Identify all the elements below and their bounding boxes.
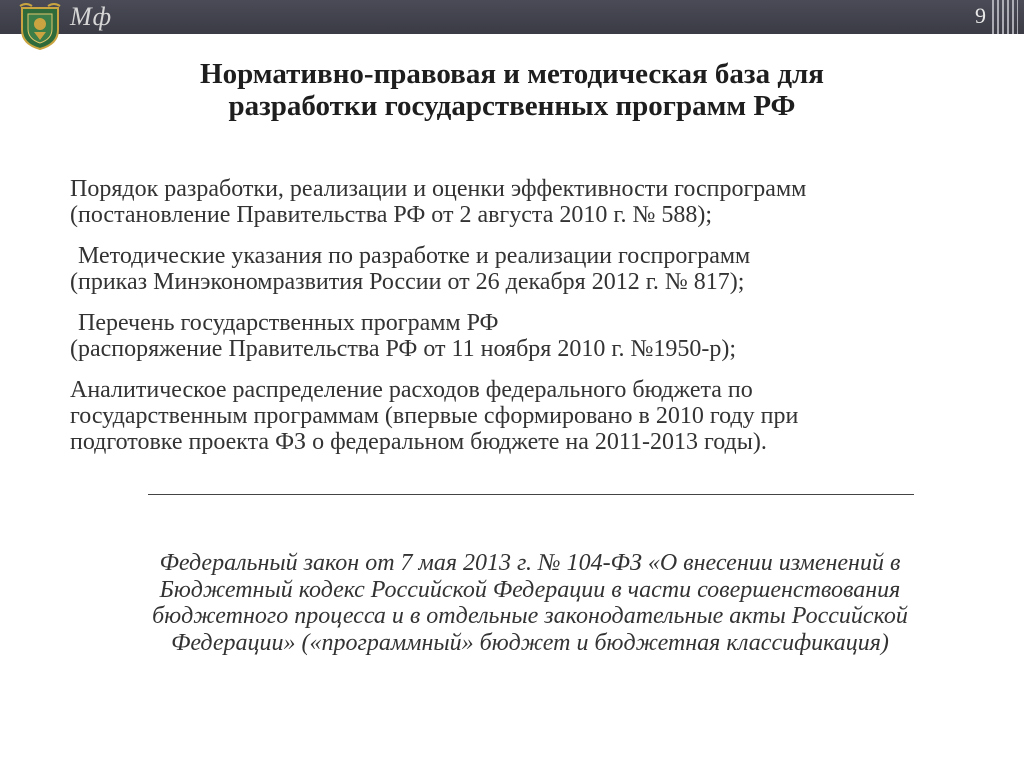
- slide-number: 9: [975, 3, 986, 28]
- list-item-line: (распоряжение Правительства РФ от 11 ноября 2010 г. №1950-р);: [70, 336, 737, 362]
- list-item: [70, 176, 970, 228]
- list-item-line: Методические указания по разработке и реализации госпрограмм: [78, 243, 751, 269]
- separator-line: [148, 494, 914, 495]
- document-list: [70, 176, 970, 470]
- slide-title-line: разработки государственных программ РФ: [228, 90, 796, 122]
- list-item-line: Аналитическое распределение расходов федерального бюджета по: [70, 377, 753, 403]
- footnote-line: бюджетного процесса и в отдельные законодательные акты Российской: [152, 603, 908, 629]
- list-item-line: Порядок разработки, реализации и оценки эффективности госпрограмм: [70, 176, 807, 202]
- list-item-line: подготовке проекта ФЗ о федеральном бюджете на 2011-2013 годы).: [70, 429, 767, 455]
- footnote-line: Федеральный закон от 7 мая 2013 г. № 104-ФЗ «О внесении изменений в: [159, 550, 901, 576]
- list-item: [70, 377, 970, 455]
- slide-title: [60, 58, 964, 122]
- footnote-line: Бюджетный кодекс Российской Федерации в части совершенствования: [159, 576, 901, 603]
- list-item-line: (постановление Правительства РФ от 2 августа 2010 г. № 588);: [70, 202, 713, 228]
- footnote-line: Федерации» («программный» бюджет и бюджетная классификация): [171, 629, 889, 656]
- slide-title-line: Нормативно-правовая и методическая база для: [200, 58, 824, 90]
- list-item-line: Перечень государственных программ РФ: [78, 310, 499, 336]
- header-bar: [0, 0, 1024, 34]
- brand-logo-text: Мф: [70, 2, 113, 31]
- list-item: [70, 243, 970, 295]
- decorative-stripes: [992, 0, 1018, 34]
- footnote-law-reference: [60, 550, 1000, 656]
- list-item: [70, 310, 970, 362]
- list-item-line: (приказ Минэкономразвития России от 26 декабря 2012 г. № 817);: [70, 269, 745, 295]
- list-item-line: государственным программам (впервые сформировано в 2010 году при: [70, 403, 799, 429]
- ministry-emblem-icon: [18, 2, 62, 50]
